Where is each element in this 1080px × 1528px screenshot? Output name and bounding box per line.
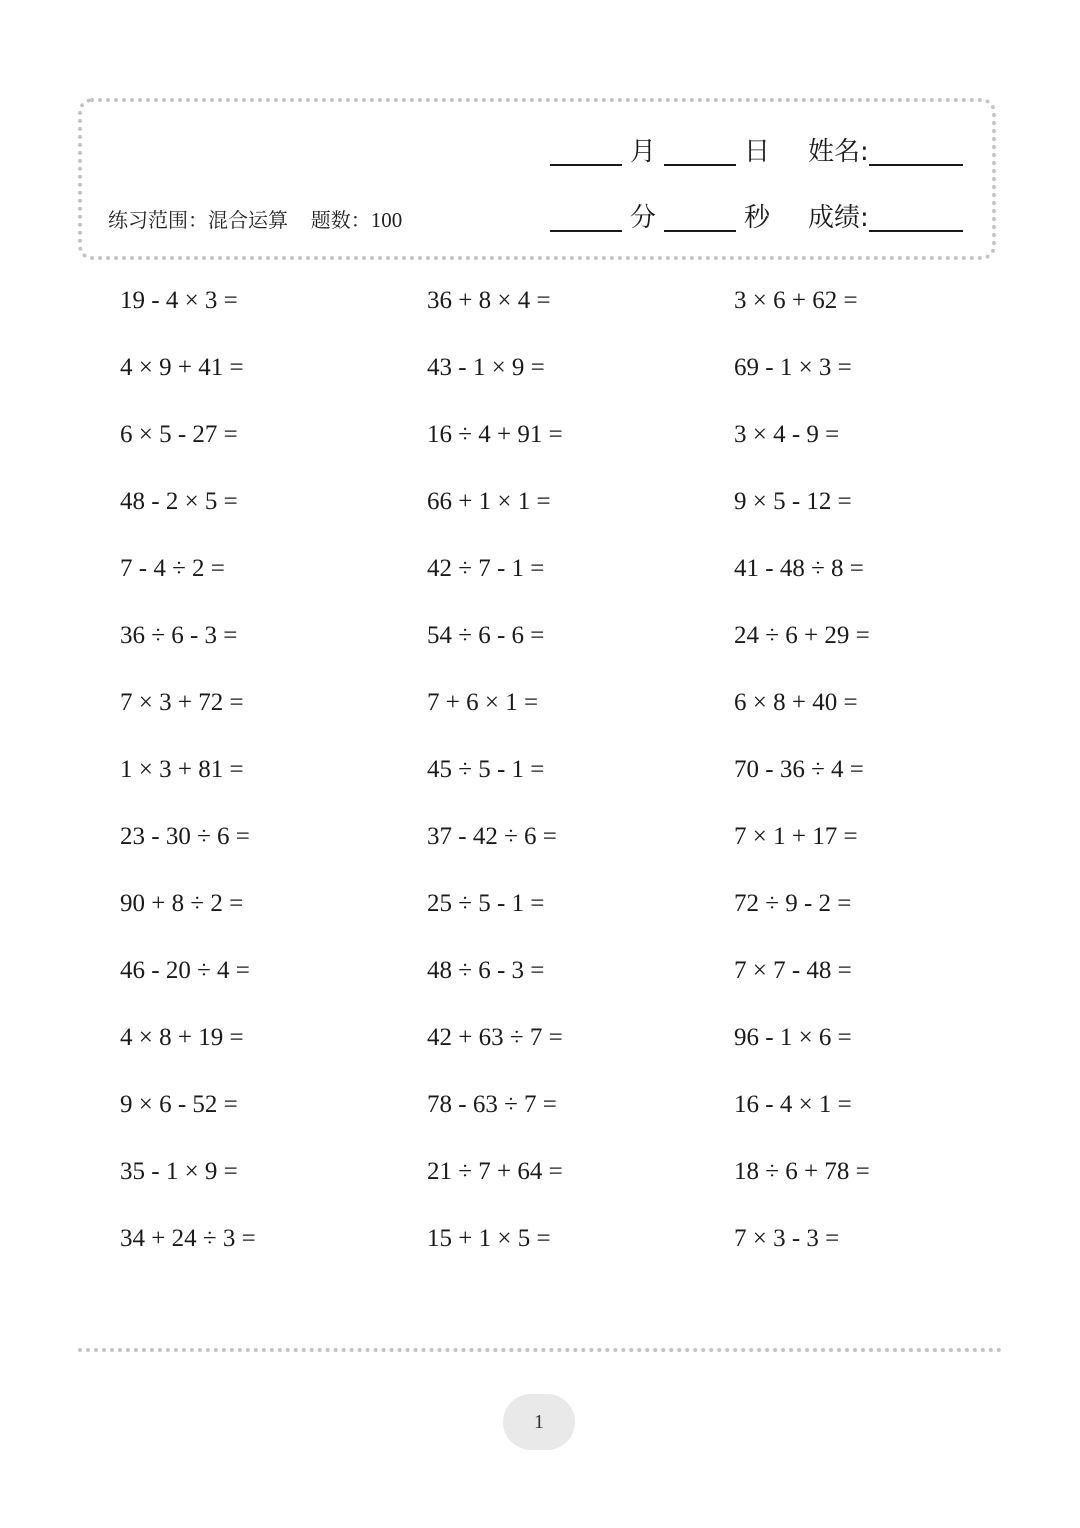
problem: 35 - 1 × 9 = (120, 1158, 238, 1185)
minute-blank[interactable] (550, 200, 622, 232)
date-name-row (550, 130, 963, 170)
count-label: 题数： (310, 208, 371, 232)
problem: 19 - 4 × 3 = (120, 287, 238, 314)
time-score-row (550, 196, 963, 236)
problem: 25 ÷ 5 - 1 = (427, 890, 545, 917)
minute-label: 分 (630, 203, 657, 233)
problem-row (0, 884, 1080, 951)
problem: 96 - 1 × 6 = (734, 1024, 852, 1051)
problem: 69 - 1 × 3 = (734, 354, 852, 381)
problem: 23 - 30 ÷ 6 = (120, 823, 250, 850)
problem: 90 + 8 ÷ 2 = (120, 890, 244, 917)
month-label: 月 (630, 137, 657, 167)
problem: 15 + 1 × 5 = (427, 1225, 551, 1252)
problem: 70 - 36 ÷ 4 = (734, 756, 864, 783)
problem: 42 ÷ 7 - 1 = (427, 555, 545, 582)
problem-row (0, 281, 1080, 348)
problem-row (0, 750, 1080, 817)
problem: 9 × 5 - 12 = (734, 488, 852, 515)
day-blank[interactable] (664, 134, 736, 166)
problem: 1 × 3 + 81 = (120, 756, 244, 783)
problem: 36 ÷ 6 - 3 = (120, 622, 238, 649)
count-value: 100 (370, 208, 403, 232)
footer-divider (78, 1348, 1002, 1352)
problem: 3 × 4 - 9 = (734, 421, 840, 448)
problem: 16 ÷ 4 + 91 = (427, 421, 563, 448)
problem: 43 - 1 × 9 = (427, 354, 545, 381)
problem: 42 + 63 ÷ 7 = (427, 1024, 563, 1051)
problem-row (0, 817, 1080, 884)
name-label: 姓名: (808, 137, 869, 167)
problem: 46 - 20 ÷ 4 = (120, 957, 250, 984)
range-label: 练习范围：混合运算 (108, 208, 288, 232)
problem: 7 - 4 ÷ 2 = (120, 555, 225, 582)
problem: 4 × 9 + 41 = (120, 354, 244, 381)
problem: 36 + 8 × 4 = (427, 287, 551, 314)
problem: 41 - 48 ÷ 8 = (734, 555, 864, 582)
problem: 18 ÷ 6 + 78 = (734, 1158, 870, 1185)
problem: 21 ÷ 7 + 64 = (427, 1158, 563, 1185)
problem-row (0, 549, 1080, 616)
score-blank[interactable] (869, 200, 963, 232)
page-number-badge (503, 1394, 575, 1450)
second-label: 秒 (744, 203, 771, 233)
problem-row (0, 1219, 1080, 1286)
second-blank[interactable] (664, 200, 736, 232)
problem: 7 × 7 - 48 = (734, 957, 852, 984)
problem: 24 ÷ 6 + 29 = (734, 622, 870, 649)
problem: 7 + 6 × 1 = (427, 689, 539, 716)
problem-row (0, 683, 1080, 750)
problem: 66 + 1 × 1 = (427, 488, 551, 515)
problem: 6 × 8 + 40 = (734, 689, 858, 716)
score-label: 成绩: (808, 203, 869, 233)
problem-row (0, 1018, 1080, 1085)
problem: 7 × 1 + 17 = (734, 823, 858, 850)
page-number: 1 (534, 1410, 544, 1433)
problem-row (0, 415, 1080, 482)
problem-row (0, 616, 1080, 683)
problem-row (0, 1085, 1080, 1152)
problem: 48 ÷ 6 - 3 = (427, 957, 545, 984)
problem: 6 × 5 - 27 = (120, 421, 238, 448)
problem: 37 - 42 ÷ 6 = (427, 823, 557, 850)
problem: 16 - 4 × 1 = (734, 1091, 852, 1118)
problem: 48 - 2 × 5 = (120, 488, 238, 515)
problem-row (0, 482, 1080, 549)
problem: 4 × 8 + 19 = (120, 1024, 244, 1051)
problem: 3 × 6 + 62 = (734, 287, 858, 314)
problem-row (0, 1152, 1080, 1219)
month-blank[interactable] (550, 134, 622, 166)
problem-grid (0, 281, 1080, 1286)
problem: 45 ÷ 5 - 1 = (427, 756, 545, 783)
problem: 7 × 3 - 3 = (734, 1225, 840, 1252)
day-label: 日 (744, 137, 771, 167)
problem: 7 × 3 + 72 = (120, 689, 244, 716)
problem-row (0, 348, 1080, 415)
practice-info (108, 204, 402, 233)
problem: 54 ÷ 6 - 6 = (427, 622, 545, 649)
problem: 78 - 63 ÷ 7 = (427, 1091, 557, 1118)
problem: 34 + 24 ÷ 3 = (120, 1225, 256, 1252)
problem-row (0, 951, 1080, 1018)
name-blank[interactable] (869, 134, 963, 166)
problem: 9 × 6 - 52 = (120, 1091, 238, 1118)
problem: 72 ÷ 9 - 2 = (734, 890, 852, 917)
